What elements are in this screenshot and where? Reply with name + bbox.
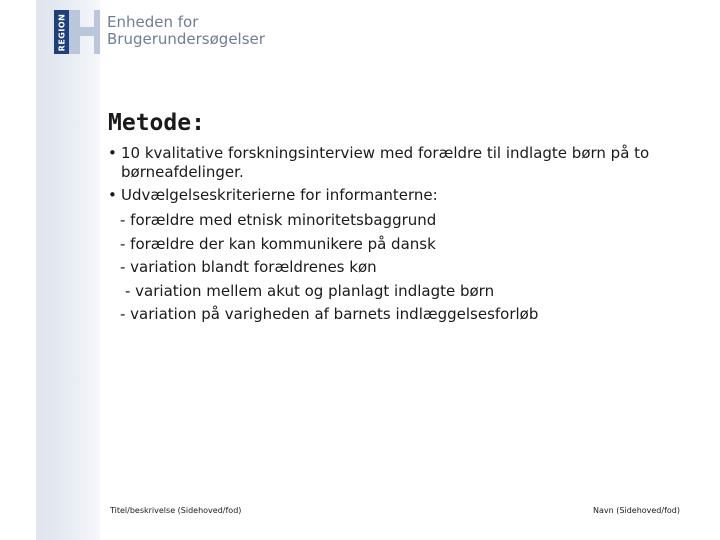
- bullet-marker: •: [108, 186, 117, 204]
- org-line-2: Brugerundersøgelser: [107, 30, 265, 48]
- logo-h-shape-right: [94, 10, 100, 54]
- footer-title-description: Titel/beskrivelse (Sidehoved/fod): [110, 506, 242, 515]
- region-logo: [54, 10, 69, 54]
- slide-title: Metode:: [108, 110, 205, 136]
- sub-item: - forældre der kan kommunikere på dansk: [120, 234, 436, 253]
- bullet-text: Udvælgelseskriterierne for informanterne:: [121, 186, 438, 204]
- sub-item: - variation blandt forældrenes køn: [120, 258, 377, 276]
- logo-h-shape-left: [69, 10, 80, 54]
- bullet-text: 10 kvalitative forskningsinterview med forældre til indlagte børn på to børneafdelinger.: [121, 144, 650, 181]
- sub-item: - variation mellem akut og planlagt indlagte børn: [125, 281, 495, 300]
- bullet-marker: •: [108, 144, 117, 162]
- bullet-item: [108, 144, 698, 182]
- footer-name: Navn (Sidehoved/fod): [593, 506, 680, 515]
- sub-item: - forældre med etnisk minoritetsbaggrund: [120, 211, 437, 229]
- org-line-1: Enheden for: [107, 13, 199, 31]
- organization-name: [107, 14, 265, 48]
- logo-h-shape-bar: [80, 27, 94, 36]
- left-decorative-band: [36, 0, 100, 540]
- slide-body: [108, 144, 698, 327]
- region-logo-text: REGION: [57, 13, 67, 51]
- bullet-item: [108, 186, 698, 205]
- sub-item: - variation på varigheden af barnets indlæggelsesforløb: [120, 305, 539, 323]
